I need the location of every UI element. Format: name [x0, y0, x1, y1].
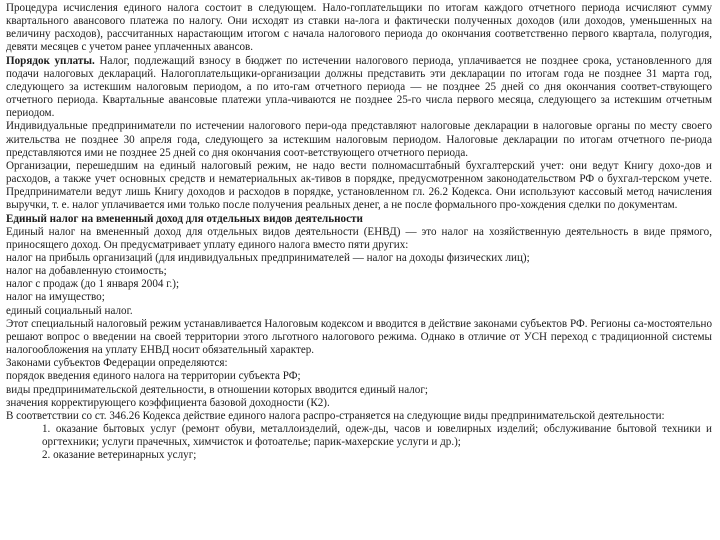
paragraph-payment [6, 55, 712, 121]
paragraph-entrepreneurs: Индивидуальные предприниматели по истечении налогового пери-ода представляют налоговые декларации в налоговые органы по месту своего жительства не позднее 30 апреля года, следующего за истекшим налоговым периодом. Налоговые декларации по итогам отчетного пе-риода представляются ими не позднее 25 дней со дня окончания соот-ветствующего отчетного периода. [6, 120, 712, 159]
envd-heading: Единый налог на вмененный доход для отдельных видов деятельности [6, 212, 363, 225]
replaced-tax-item: налог на добавленную стоимость; [6, 265, 167, 278]
replaced-tax-item: налог на прибыль организаций (для индивидуальных предпринимателей — налог на доходы физических лиц); [6, 251, 530, 264]
activity-item: 2. оказание ветеринарных услуг; [42, 449, 197, 462]
paragraph-procedure: Процедура исчисления единого налога состоит в следующем. Нало-гоплательщики по итогам каждого отчетного периода исчисляют сумму квартального авансового платежа по налогу. Они исходят из ставки на-лога и фактически полученных доходов (или доходов, уменьшенных на величину расходов), рассчитанных нарастающим итогом с начала налогового периода до окончания соответственно первого квартала, полугодия, девяти месяцев с учетом ранее уплаченных авансов. [6, 2, 712, 54]
replaced-tax-item: налог на имущество; [6, 291, 105, 304]
paragraph-article: В соответствии со ст. 346.26 Кодекса действие единого налога распро-страняется на следующие виды предпринимательской деятельности: [6, 409, 665, 422]
defined-item: виды предпринимательской деятельности, в отношении которых вводится единый налог; [6, 383, 428, 396]
replaced-tax-item: налог с продаж (до 1 января 2004 г.); [6, 278, 180, 291]
defined-item: порядок введения единого налога на территории субъекта РФ; [6, 370, 301, 383]
paragraph-envd-intro: Единый налог на вмененный доход для отдельных видов деятельности (ЕНВД) — это налог на хозяйственную деятельность в виде прямого, приносящего доход. Он предусматривает уплату единого налога вместо пяти других: [6, 225, 712, 251]
laws-define-text: Законами субъектов Федерации определяются: [6, 357, 228, 370]
payment-heading: Порядок уплаты. [6, 54, 95, 67]
replaced-tax-item: единый социальный налог. [6, 304, 133, 317]
paragraph-organizations: Организации, перешедшим на единый налоговый режим, не надо вести полномасштабный бухгалтерский учет: они ведут Книгу дохо-дов и расходов, а также учет основных средств и нематериальных ак-тивов в порядке, предусмотренном законодательством РФ о бухгал-терском учете. Предприниматели ведут лишь Книгу доходов и расходов в порядке, установленном гл. 26.2 Кодекса. Они используют кассовый метод начисления выручки, т. е. налог уплачивается ими только после получения реальных денег, а не после формального про-хождения сделки по документам. [6, 159, 712, 212]
paragraph-regime: Этот специальный налоговый режим устанавливается Налоговым кодексом и вводится в действие законами субъектов РФ. Регионы са-мостоятельно решают вопрос о введении на своей территории этого льготного налогового режима. Однако в отличие от УСН переход с традиционной системы налогообложения на уплату ЕНВД носит обязательный характер. [6, 317, 712, 357]
activities-list [6, 423, 712, 462]
defined-item: значения корректирующего коэффициента базовой доходности (К2). [6, 396, 330, 409]
payment-text: Налог, подлежащий взносу в бюджет по истечении налогового периода, уплачивается не позднее срока, установленного для подачи налоговых деклараций. Налогоплательщики-организации должны представить эти декларации по итогам года не позднее 31 марта год, следующего за истекшим налоговым периодом, а по ито-гам отчетного периода — не позднее 25 дней со дня окончания соответ-ствующего отчетного периода. Квартальные авансовые платежи упла-чиваются не позднее 25-го числа первого месяца, следующего за истекшим отчетным периодом. [6, 54, 712, 120]
activity-item: 1. оказание бытовых услуг (ремонт обуви, металлоизделий, одеж-ды, часов и ювелирных изделий; обслуживание бытовой техники и оргтехники; услуги прачечных, химчисток и фотоателье; парик-махерские услуги и др.); [42, 423, 712, 449]
